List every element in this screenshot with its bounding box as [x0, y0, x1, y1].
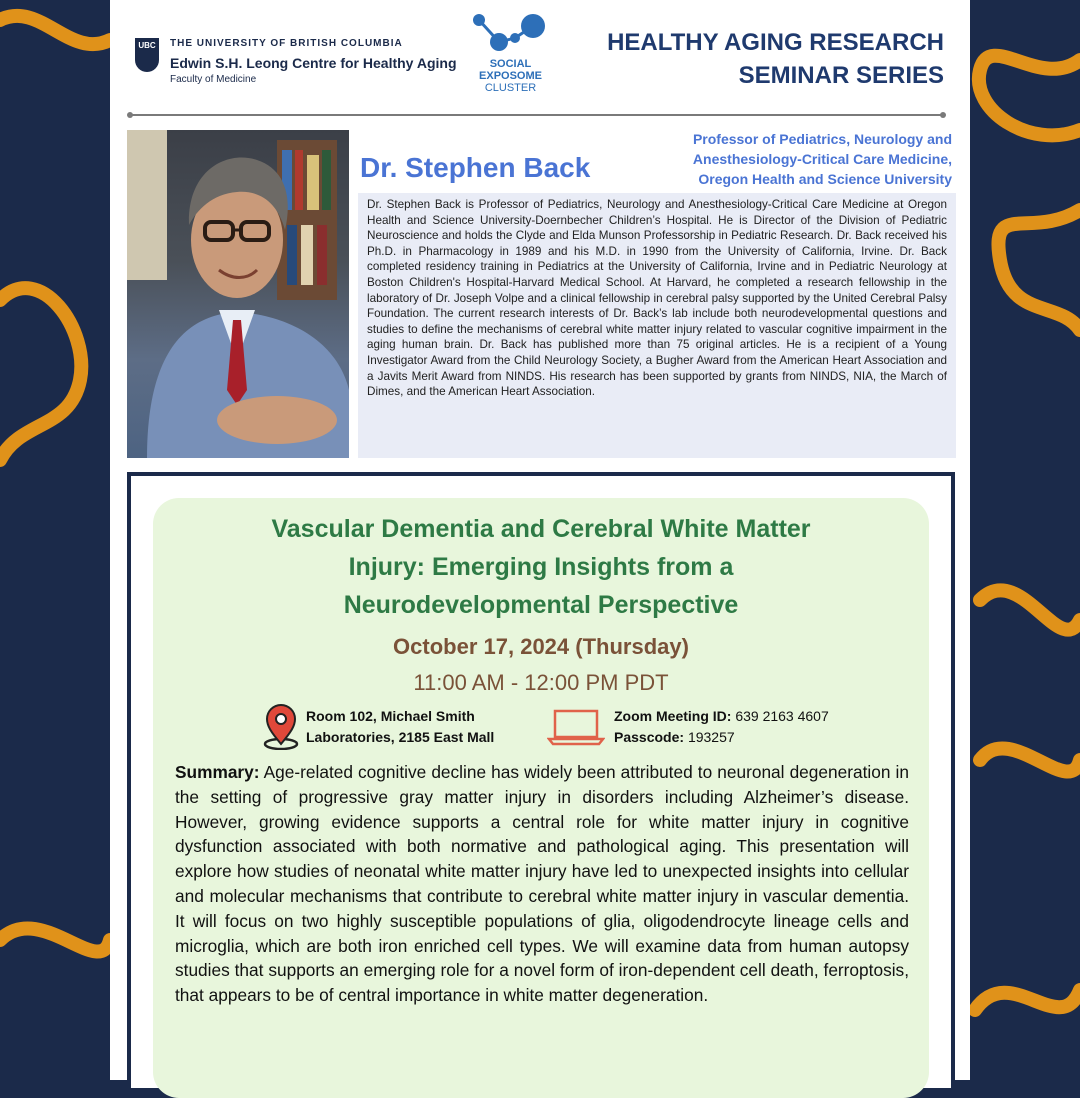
series-title — [607, 26, 944, 92]
location-line-2: Laboratories, 2185 East Mall — [306, 729, 495, 745]
faculty-name: Faculty of Medicine — [170, 74, 257, 85]
zoom-passcode-row — [614, 727, 829, 748]
ubc-shield-logo: UBC — [135, 38, 159, 72]
poster-sheet — [110, 0, 970, 1080]
event-location — [306, 706, 494, 748]
zoom-details — [614, 706, 829, 748]
talk-title-line-2: Injury: Emerging Insights from a — [348, 553, 734, 581]
cluster-line-2: EXPOSOME — [479, 70, 542, 82]
talk-title-line-3: Neurodevelopmental Perspective — [343, 591, 739, 619]
centre-name: Edwin S.H. Leong Centre for Healthy Aging — [170, 55, 457, 71]
cluster-line-3: CLUSTER — [484, 82, 537, 94]
university-name: THE UNIVERSITY OF BRITISH COLUMBIA — [170, 38, 403, 49]
series-title-line-2: SEMINAR SERIES — [738, 62, 944, 89]
talk-summary — [175, 760, 909, 1008]
passcode-value: 193257 — [687, 729, 735, 745]
event-panel — [153, 498, 929, 1098]
talk-title — [163, 510, 919, 624]
speaker-photo — [127, 130, 349, 458]
speaker-name: Dr. Stephen Back — [360, 152, 591, 183]
laptop-icon — [547, 708, 605, 746]
social-exposome-logo — [468, 12, 553, 102]
speaker-affiliation — [632, 129, 952, 189]
zoom-meeting-id-row — [614, 706, 829, 727]
ubc-logo-block — [135, 38, 465, 98]
header-divider — [129, 114, 944, 116]
molecule-icon — [471, 12, 547, 56]
speaker-portrait-illustration — [127, 130, 349, 458]
passcode-label: Passcode: — [614, 729, 685, 745]
poster-header — [110, 0, 970, 115]
location-line-1: Room 102, Michael Smith — [306, 708, 475, 724]
affiliation-line-2: Anesthesiology-Critical Care Medicine, — [692, 151, 952, 167]
summary-text: Age-related cognitive decline has widely been attributed to neuronal degeneration in the setting of progressive gray matter injury in disorders including Alzheimer’s disease. However, growing evidence supports a central role for white matter injury in cognitive dysfunction associated with both normative and pathological aging. This presentation will explore how studies of neonatal white matter injury have led to unexpected insights into cellular and molecular mechanisms that contribute to cerebral white matter injury in vascular dementia. It will focus on two highly susceptible populations of glia, oligodendrocyte lineage cells and microglia, which are both iron enriched cell types. We will examine data from human autopsy studies that supports an emerging role for a novel form of iron-dependent cell death, ferroptosis, that appears to be of central importance in white matter degeneration. — [175, 762, 909, 1006]
affiliation-line-1: Professor of Pediatrics, Neurology and — [692, 131, 952, 147]
map-pin-icon — [261, 704, 301, 750]
event-time: 11:00 AM - 12:00 PM PDT — [413, 670, 669, 695]
cluster-name — [468, 58, 553, 94]
series-title-line-1: HEALTHY AGING RESEARCH — [607, 29, 944, 56]
affiliation-line-3: Oregon Health and Science University — [698, 171, 952, 187]
event-frame — [127, 472, 955, 1092]
talk-title-line-1: Vascular Dementia and Cerebral White Matter — [271, 515, 811, 543]
zoom-id-label: Zoom Meeting ID: — [614, 708, 732, 724]
cluster-line-1: SOCIAL — [489, 58, 532, 70]
event-date: October 17, 2024 (Thursday) — [393, 634, 689, 659]
zoom-id-value: 639 2163 4607 — [735, 708, 829, 724]
speaker-bio: Dr. Stephen Back is Professor of Pediatrics, Neurology and Anesthesiology-Critical Care Medicine at Oregon Health and Science University-Doernbecher Children’s Hospital. He is Director of the Division of Pediatric Neuroscience and holds the Clyde and Elda Munson Professorship in Pediatric Research. Dr. Back received his Ph.D. in Pharmacology in 1989 and his M.D. in 1990 from the University of California, Irvine. Dr. Back completed residency training in Pediatrics at the University of California, Irvine and in Pediatric Neurology at Boston Children's Hospital-Harvard Medical School. At Harvard, he completed a research fellowship in the laboratory of Dr. Joseph Volpe and a clinical fellowship in cerebral palsy supported by the United Cerebral Palsy Foundation. The current research interests of Dr. Back’s lab include both neurodevelopmental questions and studies to define the mechanisms of cerebral white matter injury related to vascular cognitive impairment in the aging human brain. Dr. Back has published more than 75 original articles. He is a recipient of a Young Investigator Award from the Child Neurology Society, a Bugher Award from the American Heart Association and a Javits Merit Award from NINDS. His research has been supported by grants from NINDS, NIA, the March of Dimes, and the American Heart Association. — [358, 193, 956, 458]
summary-label: Summary: — [175, 762, 260, 782]
